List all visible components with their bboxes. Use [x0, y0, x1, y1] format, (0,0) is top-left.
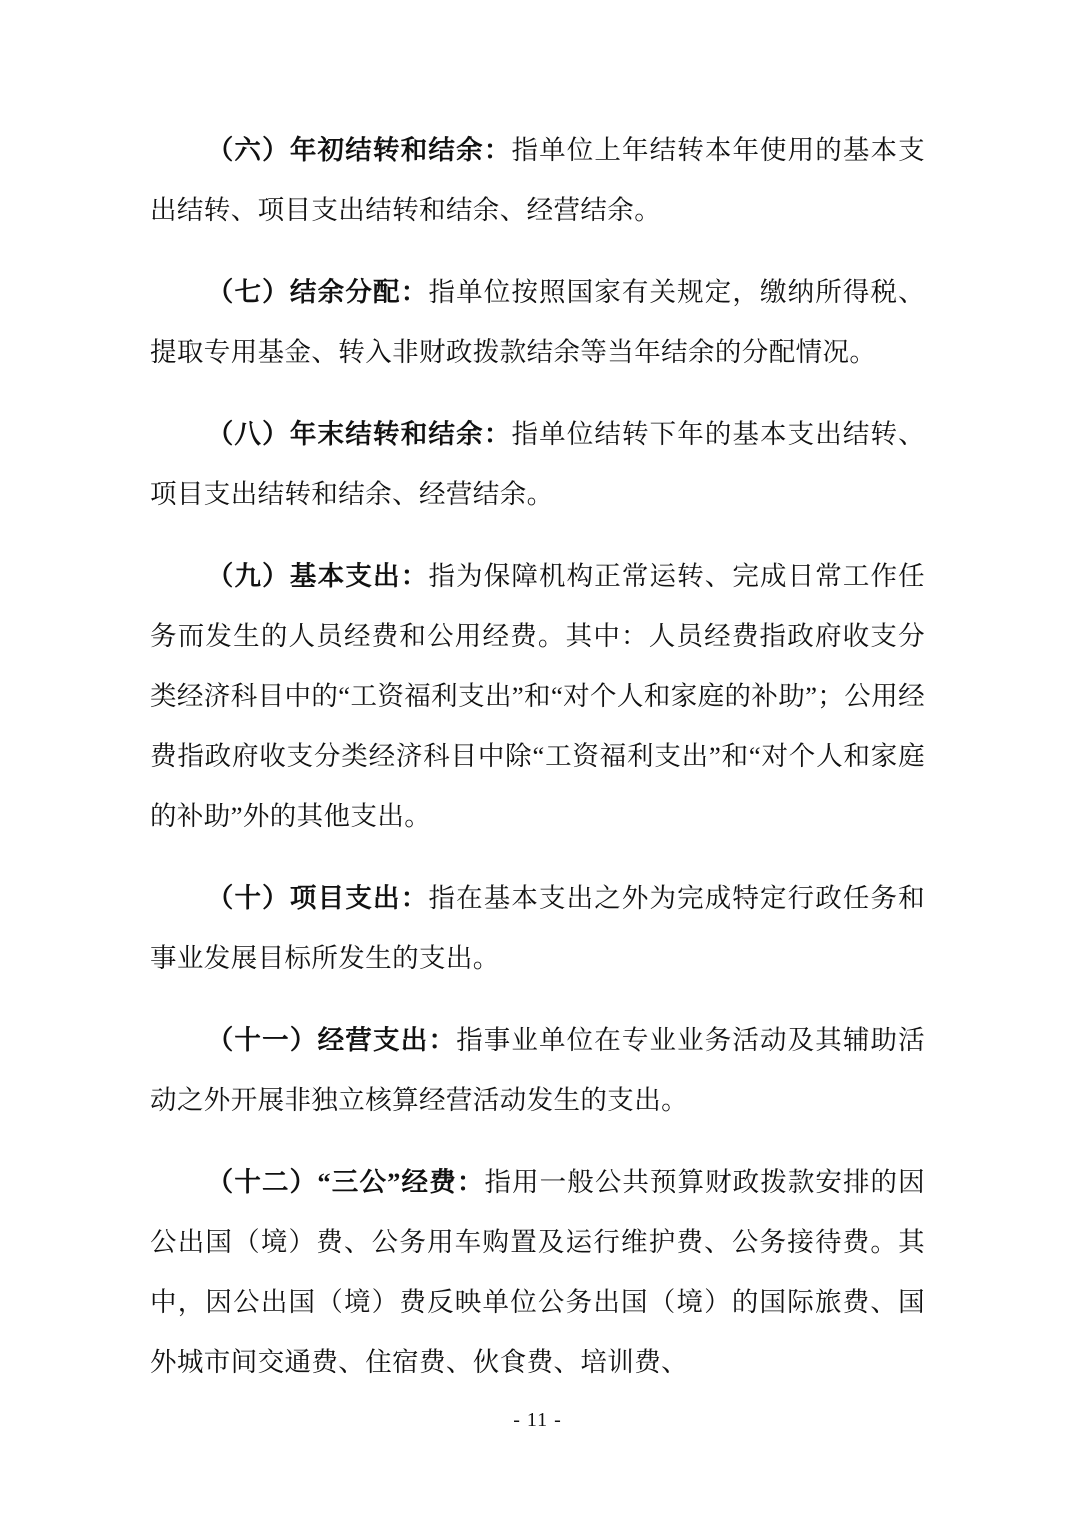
- paragraph-10: [150, 868, 925, 988]
- paragraph-8: [150, 404, 925, 524]
- paragraph-10-lead: （十）项目支出：: [206, 883, 429, 913]
- paragraph-6-text: 指单位上年结转本年使用的基本支出结转、项目支出结转和结余、经营结余。: [150, 135, 926, 225]
- paragraph-9-lead: （九）基本支出：: [206, 561, 429, 591]
- paragraph-8-text: 指单位结转下年的基本支出结转、项目支出结转和结余、经营结余。: [150, 419, 926, 509]
- page-number: - 11 -: [513, 1409, 562, 1431]
- paragraph-7: [150, 262, 925, 382]
- paragraph-12-text: 指用一般公共预算财政拨款安排的因公出国（境）费、公务用车购置及运行维护费、公务接待费。其中，因公出国（境）费反映单位公务出国（境）的国际旅费、国外城市间交通费、住宿费、伙食费、培训费、: [150, 1167, 925, 1377]
- paragraph-11-text: 指事业单位在专业业务活动及其辅助活动之外开展非独立核算经营活动发生的支出。: [150, 1025, 925, 1115]
- paragraph-11-lead: （十一）经营支出：: [206, 1025, 457, 1055]
- paragraph-12: [150, 1152, 925, 1392]
- paragraph-12-lead: （十二）“三公”经费：: [206, 1167, 485, 1197]
- paragraph-10-text: 指在基本支出之外为完成特定行政任务和事业发展目标所发生的支出。: [150, 883, 926, 973]
- paragraph-9-text: 指为保障机构正常运转、完成日常工作任务而发生的人员经费和公用经费。其中：人员经费指政府收支分类经济科目中的“工资福利支出”和“对个人和家庭的补助”；公用经费指政府收支分类经济科目中除“工资福利支出”和“对个人和家庭的补助”外的其他支出。: [150, 561, 926, 831]
- paragraph-7-lead: （七）结余分配：: [206, 277, 429, 307]
- document-body: [150, 120, 925, 1392]
- paragraph-6: [150, 120, 925, 240]
- paragraph-9: [150, 546, 925, 846]
- paragraph-7-text: 指单位按照国家有关规定，缴纳所得税、提取专用基金、转入非财政拨款结余等当年结余的分配情况。: [150, 277, 926, 367]
- paragraph-11: [150, 1010, 925, 1130]
- paragraph-8-lead: （八）年末结转和结余：: [206, 419, 512, 449]
- paragraph-6-lead: （六）年初结转和结余：: [206, 135, 512, 165]
